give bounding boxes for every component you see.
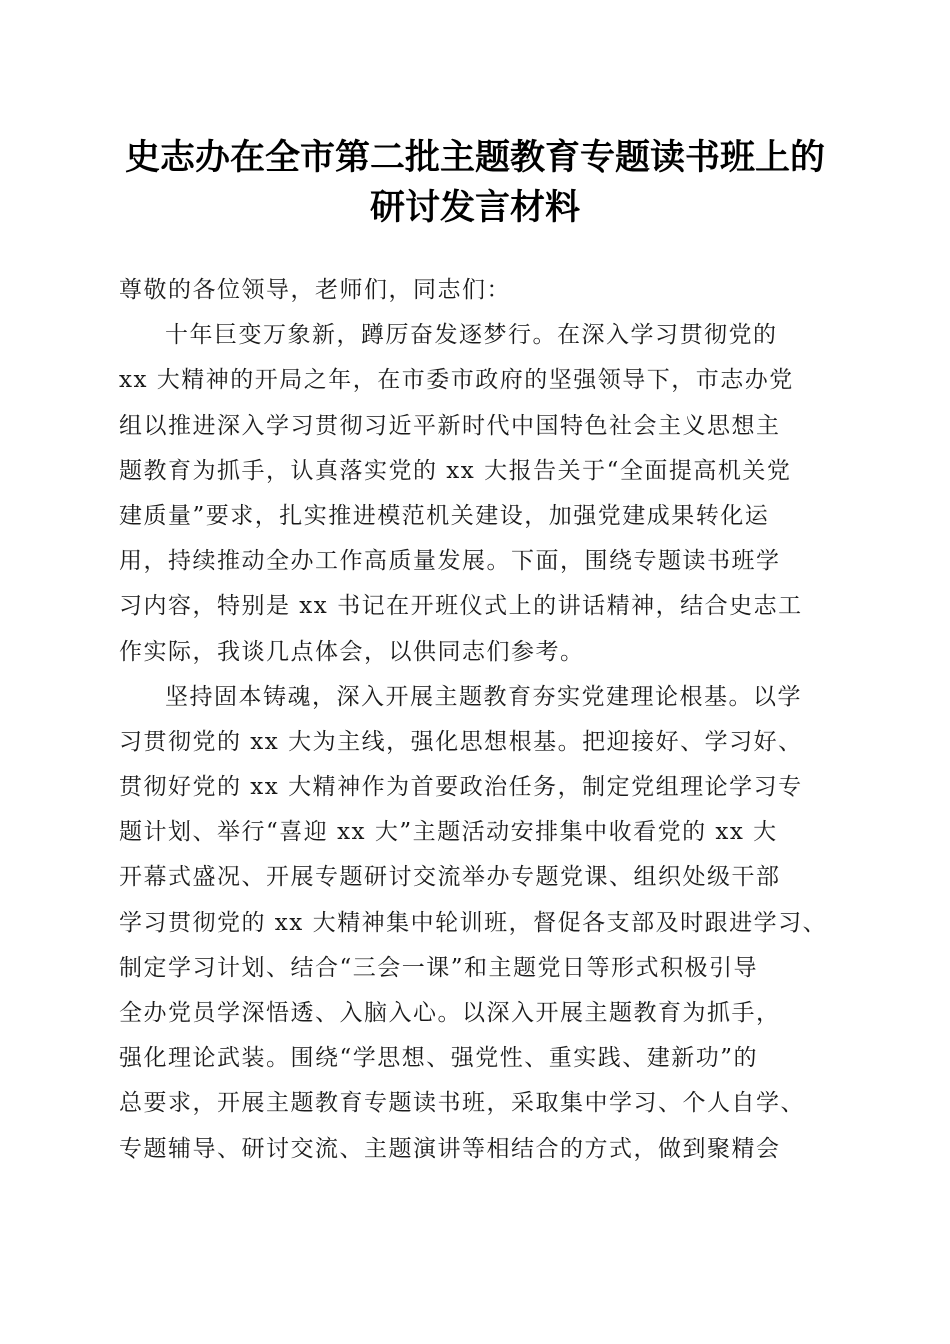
paragraph-2-line: 题计划、举行“喜迎 xx 大”主题活动安排集中收看党的 xx 大 — [119, 819, 778, 846]
paragraph-1-line: 习内容，特别是 xx 书记在开班仪式上的讲话精神，结合史志工 — [119, 593, 803, 620]
paragraph-2-line: 总要求，开展主题教育专题读书班，采取集中学习、个人自学、 — [119, 1090, 805, 1117]
document-body — [119, 268, 839, 1172]
paragraph-2-line: 强化理论武装。围绕“学思想、强党性、重实践、建新功”的 — [119, 1045, 759, 1072]
paragraph-2-line: 全办党员学深悟透、入脑入心。以深入开展主题教育为抓手， — [119, 1000, 781, 1026]
paragraph-2-line: 贯彻好党的 xx 大精神作为首要政治任务，制定党组理论学习专 — [119, 774, 803, 801]
paragraph-1-line: 作实际，我谈几点体会，以供同志们参考。 — [119, 638, 585, 665]
paragraph-1-line: 建质量”要求，扎实推进模范机关建设，加强党建成果转化运 — [119, 502, 770, 529]
paragraph-1-line: 组以推进深入学习贯彻习近平新时代中国特色社会主义思想主 — [119, 412, 781, 439]
paragraph-2-line: 专题辅导、研讨交流、主题演讲等相结合的方式，做到聚精会 — [119, 1135, 781, 1162]
paragraph-1-line: xx 大精神的开局之年，在市委市政府的坚强领导下，市志办党 — [119, 367, 794, 394]
paragraph-2-line: 习贯彻党的 xx 大为主线，强化思想根基。把迎接好、学习好、 — [119, 728, 803, 755]
paragraph-1-line: 用，持续推动全办工作高质量发展。下面，围绕专题读书班学 — [119, 548, 781, 575]
document-title-line-2: 研讨发言材料 — [369, 187, 580, 228]
paragraph-1-line: 十年巨变万象新，蹲厉奋发逐梦行。在深入学习贯彻党的 — [165, 322, 778, 349]
document-title-line-1: 史志办在全市第二批主题教育专题读书班上的 — [124, 137, 825, 178]
paragraph-2-line: 坚持固本铸魂，深入开展主题教育夯实党建理论根基。以学 — [165, 683, 802, 710]
paragraph-2-line: 开幕式盛况、开展专题研讨交流举办专题党课、组织处级干部 — [119, 864, 781, 891]
paragraph-2-line: 学习贯彻党的 xx 大精神集中轮训班，督促各支部及时跟进学习、 — [119, 909, 828, 936]
salutation: 尊敬的各位领导，老师们，同志们： — [119, 277, 511, 303]
paragraph-2-line: 制定学习计划、结合“三会一课”和主题党日等形式积极引导 — [119, 954, 759, 981]
paragraph-1-line: 题教育为抓手，认真落实党的 xx 大报告关于“全面提高机关党 — [119, 457, 792, 484]
